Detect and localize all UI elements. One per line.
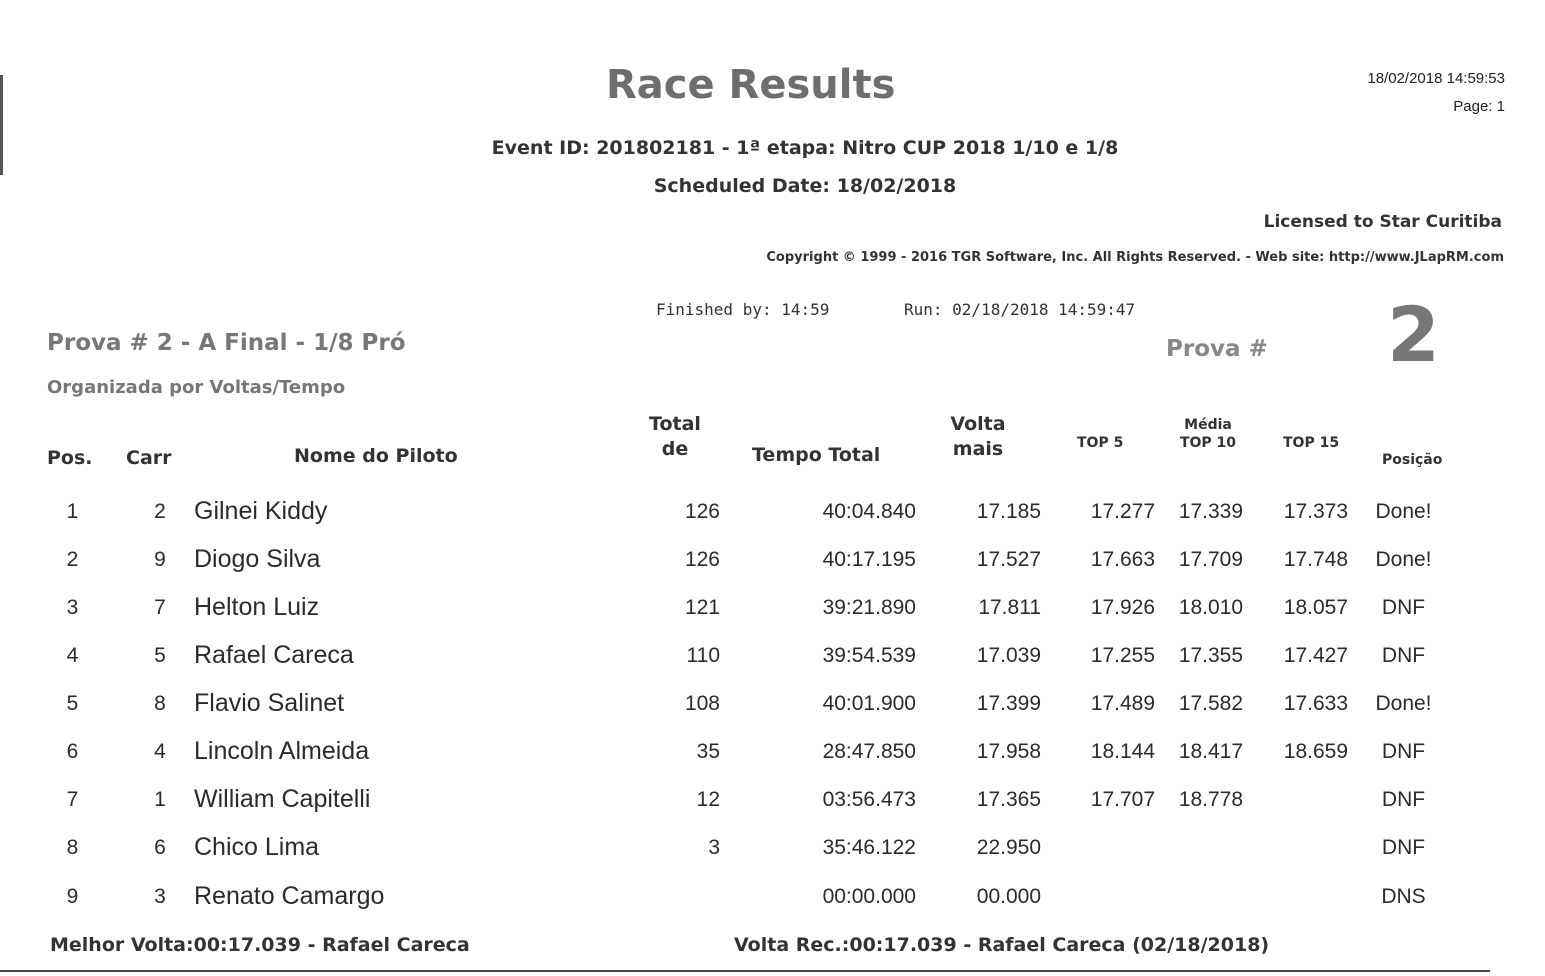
cell-top5: 17.926 xyxy=(1090,596,1155,619)
col-top10-label: TOP 10 xyxy=(1179,435,1237,452)
cell-top15: 17.633 xyxy=(1283,692,1348,715)
cell-driver-name: Lincoln Almeida xyxy=(194,737,370,765)
print-datetime: 18/02/2018 14:59:53 xyxy=(1367,70,1505,87)
page-edge-mark xyxy=(0,75,3,175)
report-title: Race Results xyxy=(606,62,896,108)
cell-pos: 3 xyxy=(66,596,79,619)
cell-total-time: 40:01.900 xyxy=(822,692,916,715)
cell-best-lap: 17.365 xyxy=(976,788,1041,811)
bottom-rule xyxy=(0,970,1490,972)
cell-best-lap: 17.399 xyxy=(976,692,1041,715)
copyright-text: Copyright © 1999 - 2016 TGR Software, Inc. All Rights Reserved. - Web site: http://www.JLapRM.com xyxy=(766,250,1504,265)
col-best-lap-header-line2: mais xyxy=(952,437,1004,460)
cell-status: DNF xyxy=(1381,740,1426,763)
organized-by: Organizada por Voltas/Tempo xyxy=(47,377,346,398)
cell-status: Done! xyxy=(1375,692,1432,715)
cell-best-lap: 17.039 xyxy=(976,644,1041,667)
cell-top5: 17.255 xyxy=(1090,644,1155,667)
cell-total-time: 40:17.195 xyxy=(822,548,916,571)
cell-carr: 3 xyxy=(154,885,166,908)
cell-top10: 17.355 xyxy=(1178,644,1243,667)
cell-carr: 8 xyxy=(154,692,166,715)
cell-total-time: 40:04.840 xyxy=(822,500,916,523)
cell-status: Done! xyxy=(1375,500,1432,523)
col-status-header: Posição xyxy=(1382,452,1443,468)
cell-driver-name: Diogo Silva xyxy=(194,545,321,573)
cell-driver-name: Flavio Salinet xyxy=(194,689,345,717)
cell-top15: 18.659 xyxy=(1283,740,1348,763)
col-best-lap-header-line1: Volta xyxy=(950,413,1006,435)
finished-by: Finished by: 14:59 xyxy=(656,300,830,319)
cell-total-time: 03:56.473 xyxy=(822,788,916,811)
cell-driver-name: Rafael Careca xyxy=(194,641,354,669)
col-pos-header: Pos. xyxy=(47,447,93,469)
cell-total-laps: 126 xyxy=(684,548,720,571)
col-top15-header: TOP 15 xyxy=(1283,435,1340,451)
cell-carr: 6 xyxy=(154,836,166,859)
col-total-header-line1: Total xyxy=(649,413,701,435)
cell-pos: 8 xyxy=(66,836,79,859)
cell-top15: 18.057 xyxy=(1283,596,1348,619)
cell-carr: 9 xyxy=(154,548,166,571)
race-title: Prova # 2 - A Final - 1/8 Pró xyxy=(47,330,406,356)
cell-pos: 4 xyxy=(66,644,79,667)
cell-pos: 6 xyxy=(66,740,79,763)
cell-pos: 2 xyxy=(66,548,79,571)
cell-total-laps: 121 xyxy=(684,596,720,619)
license-text: Licensed to Star Curitiba xyxy=(1263,212,1502,232)
cell-top10: 18.010 xyxy=(1178,596,1243,619)
record-lap-footer: Volta Rec.:00:17.039 - Rafael Careca (02/18/2018) xyxy=(734,934,1270,956)
cell-total-laps: 110 xyxy=(686,644,720,667)
cell-status: DNF xyxy=(1381,788,1426,811)
page-number: Page: 1 xyxy=(1453,98,1505,115)
cell-carr: 7 xyxy=(154,596,166,619)
cell-driver-name: Gilnei Kiddy xyxy=(194,497,328,525)
cell-best-lap: 17.185 xyxy=(976,500,1041,523)
cell-top5: 17.663 xyxy=(1090,548,1155,571)
cell-best-lap: 17.811 xyxy=(978,596,1041,619)
cell-carr: 1 xyxy=(154,788,166,811)
cell-best-lap: 00.000 xyxy=(976,885,1041,908)
cell-total-time: 35:46.122 xyxy=(822,836,916,859)
cell-total-laps: 108 xyxy=(684,692,720,715)
cell-total-laps: 126 xyxy=(684,500,720,523)
event-id: Event ID: 201802181 - 1ª etapa: Nitro CUP 2018 1/10 e 1/8 xyxy=(491,137,1119,159)
cell-total-laps: 12 xyxy=(696,788,720,811)
race-number: 2 xyxy=(1387,290,1440,379)
race-label: Prova # xyxy=(1166,336,1268,362)
col-top5-header: TOP 5 xyxy=(1077,435,1124,451)
cell-carr: 2 xyxy=(154,500,166,523)
cell-top10: 17.582 xyxy=(1178,692,1243,715)
cell-top5: 17.277 xyxy=(1090,500,1155,523)
cell-best-lap: 22.950 xyxy=(976,836,1041,859)
cell-top5: 17.489 xyxy=(1090,692,1155,715)
cell-top5: 18.144 xyxy=(1090,740,1155,763)
cell-top10: 17.709 xyxy=(1178,548,1243,571)
cell-total-laps: 35 xyxy=(696,740,720,763)
cell-total-time: 39:21.890 xyxy=(822,596,916,619)
col-top10-header xyxy=(1168,416,1248,452)
cell-pos: 5 xyxy=(66,692,79,715)
cell-driver-name: Helton Luiz xyxy=(194,593,320,621)
cell-total-time: 28:47.850 xyxy=(822,740,916,763)
cell-top15: 17.748 xyxy=(1283,548,1348,571)
cell-pos: 1 xyxy=(66,500,79,523)
cell-carr: 5 xyxy=(154,644,166,667)
col-media-header: Média xyxy=(1184,417,1232,433)
cell-pos: 9 xyxy=(66,885,79,908)
cell-top10: 17.339 xyxy=(1178,500,1243,523)
cell-driver-name: Chico Lima xyxy=(194,833,320,861)
col-name-header: Nome do Piloto xyxy=(294,445,458,467)
cell-top10: 18.417 xyxy=(1178,740,1243,763)
cell-driver-name: William Capitelli xyxy=(194,785,371,813)
cell-status: DNF xyxy=(1381,836,1426,859)
cell-status: Done! xyxy=(1375,548,1432,571)
col-total-header-line2: de xyxy=(661,437,689,460)
col-time-header: Tempo Total xyxy=(752,444,881,466)
cell-total-laps: 3 xyxy=(708,836,720,859)
cell-pos: 7 xyxy=(66,788,79,811)
cell-total-time: 00:00.000 xyxy=(822,885,916,908)
col-best-lap-header xyxy=(933,412,1023,461)
col-total-header xyxy=(630,412,720,461)
cell-total-time: 39:54.539 xyxy=(822,644,916,667)
cell-top15: 17.427 xyxy=(1283,644,1348,667)
cell-status: DNS xyxy=(1381,885,1426,908)
cell-status: DNF xyxy=(1381,644,1426,667)
cell-top5: 17.707 xyxy=(1090,788,1155,811)
cell-driver-name: Renato Camargo xyxy=(194,882,385,910)
run-datetime: Run: 02/18/2018 14:59:47 xyxy=(904,300,1136,319)
cell-top15: 17.373 xyxy=(1283,500,1348,523)
scheduled-date: Scheduled Date: 18/02/2018 xyxy=(653,175,957,197)
cell-carr: 4 xyxy=(154,740,166,763)
best-lap-footer: Melhor Volta:00:17.039 - Rafael Careca xyxy=(50,934,470,956)
col-carr-header: Carr xyxy=(126,447,172,469)
cell-top10: 18.778 xyxy=(1178,788,1243,811)
cell-best-lap: 17.958 xyxy=(976,740,1041,763)
cell-best-lap: 17.527 xyxy=(976,548,1041,571)
cell-status: DNF xyxy=(1381,596,1426,619)
